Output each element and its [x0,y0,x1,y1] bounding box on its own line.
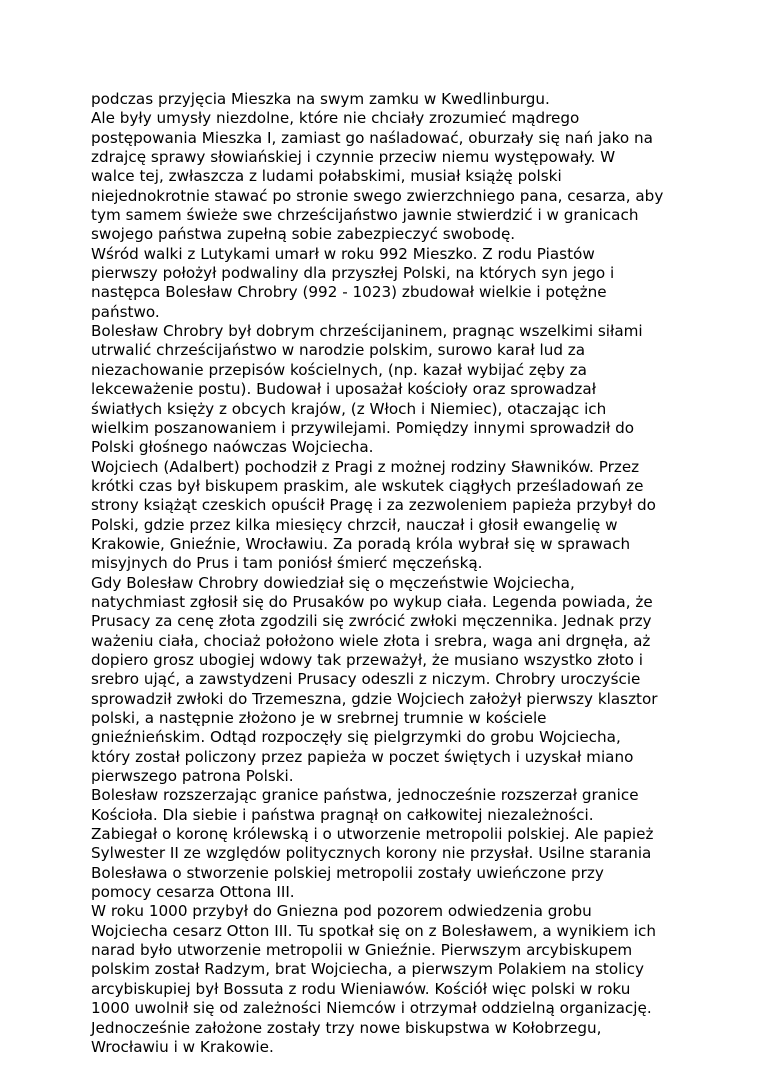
text-line: Sylwester II ze względów politycznych korony nie przysłał. Usilne starania [91,844,652,863]
text-line: sprowadził zwłoki do Trzemeszna, gdzie Wojciech założył pierwszy klasztor [91,689,658,708]
text-line: Polski głośnego naówczas Wojciecha. [91,438,374,457]
text-line: pierwszy położył podwaliny dla przyszłej Polski, na których syn jego i [91,264,615,283]
text-line: Polski, gdzie przez kilka miesięcy chrzcił, nauczał i głosił ewangelię w [91,515,618,534]
text-line: srebro ująć, a zawstydzeni Prusacy odeszli z niczym. Chrobry uroczyście [91,670,641,689]
text-line: Krakowie, Gnieźnie, Wrocławiu. Za poradą króla wybrał się w sprawach [91,534,631,553]
text-line: Kościoła. Dla siebie i państwa pragnął on całkowitej niezależności. [91,805,594,824]
text-line: Wśród walki z Lutykami umarł w roku 992 Mieszko. Z rodu Piastów [91,244,595,263]
text-line: pierwszego patrona Polski. [91,767,294,786]
text-line: światłych księży z obcych krajów, (z Włoch i Niemiec), otaczając ich [91,399,607,418]
text-line: Gdy Bolesław Chrobry dowiedział się o męczeństwie Wojciecha, [91,573,575,592]
text-line: wielkim poszanowaniem i przywilejami. Pomiędzy innymi sprowadził do [91,418,635,437]
text-line: Wojciech (Adalbert) pochodził z Pragi z możnej rodziny Sławników. Przez [91,457,640,476]
text-line: państwo. [91,302,160,321]
text-line: Ale były umysły niezdolne, które nie chciały zrozumieć mądrego [91,109,580,128]
text-line: zdrajcę sprawy słowiańskiej i czynnie przeciw niemu występowały. W [91,148,616,167]
text-line: niejednokrotnie stawać po stronie swego zwierzchniego pana, cesarza, aby [91,186,664,205]
text-line: arcybiskupiej był Bossuta z rodu Wieniawów. Kościół więc polski w roku [91,979,631,998]
text-line: narad było utworzenie metropolii w Gnieźnie. Pierwszym arcybiskupem [91,941,633,960]
text-line: Jednocześnie założone zostały trzy nowe biskupstwa w Kołobrzegu, [91,1018,602,1037]
text-line: niezachowanie przepisów kościelnych, (np. kazał wybijać zęby za [91,360,587,379]
text-line: Wojciecha cesarz Otton III. Tu spotkał się on z Bolesławem, a wynikiem ich [91,921,656,940]
text-line: walce tej, zwłaszcza z ludami połabskimi, musiał książę polski [91,167,562,186]
text-line: Prusacy za cenę złota zgodzili się zwrócić zwłoki męczennika. Jednak przy [91,612,652,631]
text-line: misyjnych do Prus i tam poniósł śmierć męczeńską. [91,554,483,573]
text-line: W roku 1000 przybył do Gniezna pod pozorem odwiedzenia grobu [91,902,592,921]
text-line: podczas przyjęcia Mieszka na swym zamku w Kwedlinburgu. [91,90,550,108]
text-line: dopiero grosz ubogiej wdowy tak przeważył, że musiano wszystko złoto i [91,650,644,669]
text-line: ważeniu ciała, chociaż położono wiele złota i srebra, waga ani drgnęła, aż [91,631,651,650]
text-line: strony książąt czeskich opuścił Pragę i za zezwoleniem papieża przybył do [91,496,656,515]
text-line: postępowania Mieszka I, zamiast go naśladować, oburzały się nań jako na [91,128,653,147]
body-text [91,90,681,1057]
text-line: pomocy cesarza Ottona III. [91,883,295,902]
text-line: lekceważenie postu). Budował i uposażał kościoły oraz sprowadzał [91,380,597,399]
text-line: Wrocławiu i w Krakowie. [91,1037,274,1056]
text-line: tym samem świeże swe chrześcijaństwo jawnie stwierdzić i w granicach [91,206,639,225]
text-line: polski, a następnie złożono je w srebrnej trumnie w kościele [91,709,547,727]
text-line: 1000 uwolnił się od zależności Niemców i otrzymał oddzielną organizację. [91,999,652,1018]
text-line: natychmiast zgłosił się do Prusaków po wykup ciała. Legenda powiada, że [91,592,653,611]
text-line: krótki czas był biskupem praskim, ale wskutek ciągłych prześladowań ze [91,476,644,495]
text-line: Bolesław Chrobry był dobrym chrześcijaninem, pragnąc wszelkimi siłami [91,322,643,341]
text-line: Bolesława o stworzenie polskiej metropolii zostały uwieńczone przy [91,863,604,882]
text-line: który został policzony przez papieża w poczet świętych i uzyskał miano [91,747,634,766]
text-line: utrwalić chrześcijaństwo w narodzie polskim, surowo karał lud za [91,341,586,360]
text-line: Zabiegał o koronę królewską i o utworzenie metropolii polskiej. Ale papież [91,825,654,844]
text-line: gnieźnieńskim. Odtąd rozpoczęły się pielgrzymki do grobu Wojciecha, [91,728,621,747]
text-line: Bolesław rozszerzając granice państwa, jednocześnie rozszerzał granice [91,786,639,805]
text-line: swojego państwa zupełną sobie zabezpieczyć swobodę. [91,225,516,244]
text-line: następca Bolesław Chrobry (992 - 1023) zbudował wielkie i potężne [91,283,607,302]
text-line: polskim został Radzym, brat Wojciecha, a pierwszym Polakiem na stolicy [91,960,644,979]
